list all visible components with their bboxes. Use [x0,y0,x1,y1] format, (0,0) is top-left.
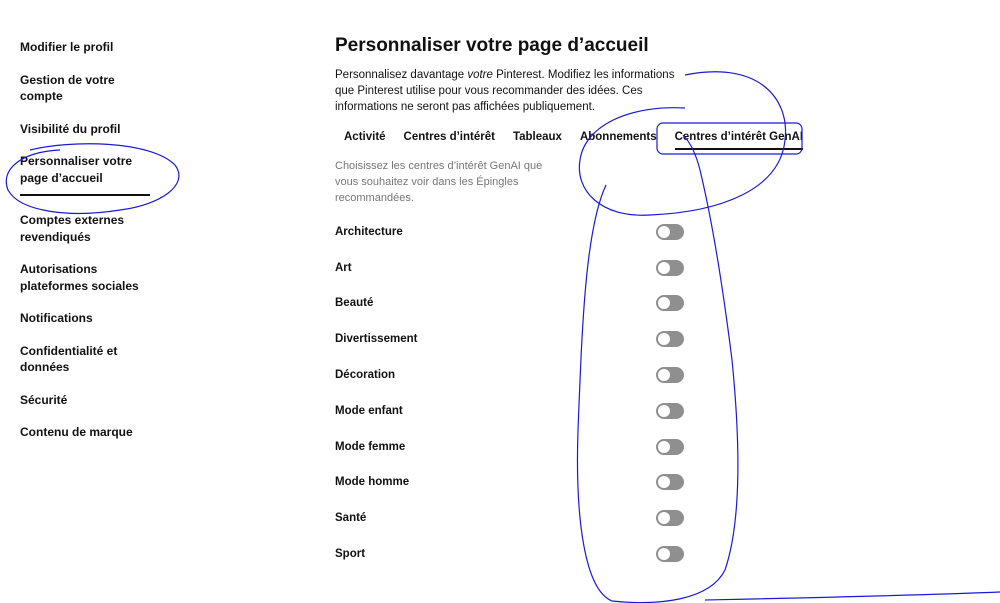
tab-boards[interactable]: Tableaux [512,131,562,143]
page-description [335,67,695,115]
genai-description: Choisissez les centres d’intérêt GenAI que vous souhaitez voir dans les Épingles recommandées. [335,160,543,204]
page-title: Personnaliser votre page d’accueil [335,35,649,56]
sidebar-item-profile-visibility[interactable] [20,121,150,138]
toggle-knob [658,369,670,381]
list-item [335,500,685,536]
sidebar-item-notifications[interactable] [20,310,150,327]
interest-label: Décoration [335,369,396,382]
toggle-knob [658,512,670,524]
toggle-knob [658,226,670,238]
sidebar-item-label: Personnaliser votre page d’accueil [20,153,150,196]
sidebar-item-security[interactable] [20,392,150,409]
list-item [335,465,685,501]
interest-label: Mode homme [335,476,410,489]
interest-toggle[interactable] [656,367,684,383]
sidebar-item-label: Sécurité [20,392,68,407]
interest-toggle[interactable] [656,439,684,455]
interest-toggle[interactable] [656,224,684,240]
sidebar-item-edit-profile[interactable] [20,39,150,56]
interest-toggle[interactable] [656,260,684,276]
interest-toggle-list [335,214,685,572]
list-item [335,429,685,465]
toggle-knob [658,297,670,309]
interest-toggle[interactable] [656,403,684,419]
interest-toggle[interactable] [656,546,684,562]
interest-toggle[interactable] [656,331,684,347]
tab-genai-interests[interactable]: Centres d’intérêt GenAI [666,123,812,151]
sidebar-item-label: Confidentialité et données [20,343,118,374]
toggle-knob [658,548,670,560]
list-item [335,286,685,322]
sidebar-item-label: Modifier le profil [20,40,114,54]
toggle-knob [658,441,670,453]
sidebar-item-account-management[interactable] [20,72,150,105]
sidebar-item-label: Notifications [20,311,93,325]
interest-label: Santé [335,512,367,525]
interest-label: Mode enfant [335,404,403,417]
tab-interests[interactable]: Centres d’intérêt [403,131,495,143]
list-item [335,214,685,250]
tab-bar [335,123,812,151]
interest-label: Art [335,261,352,274]
interest-label: Beauté [335,297,374,310]
description-text: Pinterest. Modifiez les informations que Pinterest utilise pour vous recommander des idées. Ces informations ne seront pas affichées publiquement. [335,69,675,113]
main-content [335,34,995,561]
list-item [335,393,685,429]
list-item [335,250,685,286]
sidebar-item-privacy-data[interactable] [20,343,150,376]
sidebar-item-label: Autorisations plateformes sociales [20,262,139,293]
list-item [335,321,685,357]
annotation-bottom-stroke [705,592,1000,600]
list-item [335,357,685,393]
sidebar-item-social-permissions[interactable] [20,261,150,294]
interest-label: Architecture [335,225,403,238]
toggle-knob [658,476,670,488]
interest-toggle[interactable] [656,295,684,311]
interest-label: Sport [335,548,366,561]
interest-toggle[interactable] [656,510,684,526]
sidebar-item-label: Comptes externes revendiqués [20,213,125,244]
toggle-knob [658,405,670,417]
tab-following[interactable]: Abonnements [579,131,657,143]
settings-sidebar [20,39,160,457]
sidebar-item-label: Visibilité du profil [20,121,121,136]
interest-label: Mode femme [335,440,406,453]
sidebar-item-label: Gestion de votre compte [20,72,115,103]
interest-toggle[interactable] [656,474,684,490]
tab-activity[interactable]: Activité [344,131,386,143]
description-emphasis: votre [467,69,493,81]
list-item [335,536,685,572]
sidebar-item-branded-content[interactable] [20,424,150,441]
toggle-knob [658,333,670,345]
interest-label: Divertissement [335,333,418,346]
description-text: Personnalisez davantage [335,69,468,81]
sidebar-item-home-feed-tuner[interactable] [20,153,150,196]
sidebar-item-label: Contenu de marque [20,425,133,439]
sidebar-item-claimed-accounts[interactable] [20,212,150,245]
toggle-knob [658,262,670,274]
